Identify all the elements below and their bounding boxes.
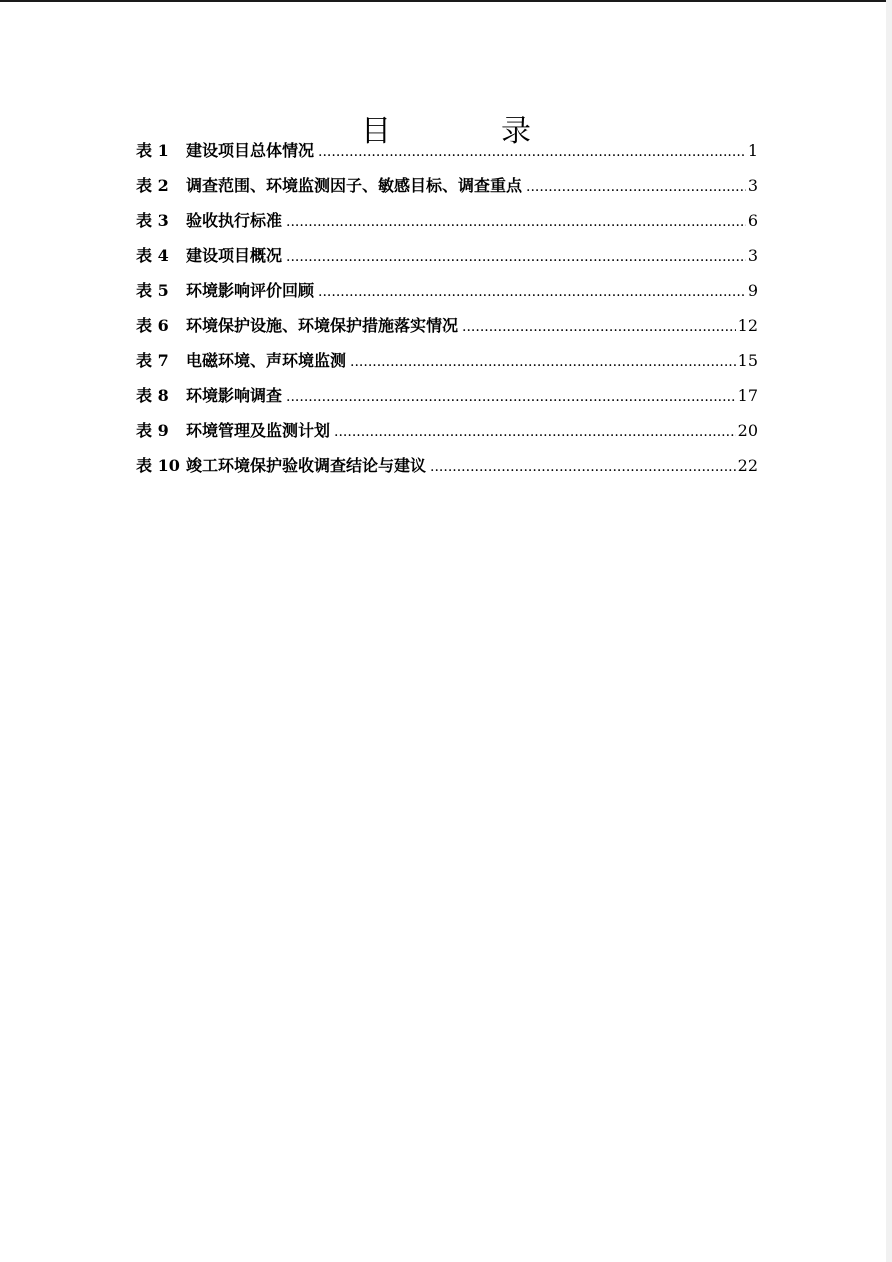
toc-entry-label: 表 1: [136, 141, 169, 160]
toc-leader-dots: [318, 137, 746, 167]
toc-entry-page: 3: [747, 176, 758, 195]
toc-leader-dots: [286, 382, 736, 412]
toc-entry-page: 17: [737, 386, 758, 405]
toc-entry-label: 表 6: [136, 316, 169, 335]
toc-entry-label: 表 10: [136, 456, 180, 475]
page-right-margin: [886, 0, 892, 1262]
toc-entry-label: 表 9: [136, 421, 169, 440]
toc-entry-page: 20: [737, 421, 758, 440]
toc-entry-page: 15: [737, 351, 758, 370]
toc-entry[interactable]: [136, 346, 758, 381]
toc-entry-label: 表 4: [136, 246, 169, 265]
toc-entry[interactable]: [136, 206, 758, 241]
toc-entry-page: 22: [737, 456, 758, 475]
toc-entry[interactable]: [136, 171, 758, 206]
toc-entry-page: 6: [747, 211, 758, 230]
toc-entry-label: 表 2: [136, 176, 169, 195]
toc-entry-text: 环境影响调查: [186, 386, 283, 405]
toc-entry-text: 建设项目概况: [186, 246, 283, 265]
toc-entry-label: 表 3: [136, 211, 169, 230]
toc-leader-dots: [430, 452, 736, 482]
toc-entry-text: 环境影响评价回顾: [186, 281, 315, 300]
toc-entry-text: 验收执行标准: [186, 211, 283, 230]
toc-entry[interactable]: [136, 276, 758, 311]
toc-entry[interactable]: [136, 451, 758, 486]
toc-leader-dots: [286, 242, 746, 272]
toc-entry-page: 1: [747, 141, 758, 160]
toc-leader-dots: [462, 312, 736, 342]
page-title: 目 录: [361, 114, 571, 150]
toc-entry-label: 表 8: [136, 386, 169, 405]
toc-entry[interactable]: [136, 136, 758, 171]
page-top-border: [0, 0, 892, 2]
table-of-contents: [136, 136, 758, 486]
toc-entry-page: 12: [737, 316, 758, 335]
toc-leader-dots: [350, 347, 736, 377]
toc-entry-text: 建设项目总体情况: [186, 141, 315, 160]
toc-entry[interactable]: [136, 381, 758, 416]
toc-entry[interactable]: [136, 241, 758, 276]
toc-entry-text: 竣工环境保护验收调查结论与建议: [186, 456, 427, 475]
toc-entry-label: 表 7: [136, 351, 169, 370]
toc-entry-page: 3: [747, 246, 758, 265]
toc-leader-dots: [526, 172, 746, 202]
toc-leader-dots: [334, 417, 736, 447]
toc-entry[interactable]: [136, 311, 758, 346]
toc-entry-text: 环境管理及监测计划: [186, 421, 331, 440]
toc-leader-dots: [286, 207, 746, 237]
toc-entry[interactable]: [136, 416, 758, 451]
toc-entry-text: 调查范围、环境监测因子、敏感目标、调查重点: [186, 176, 523, 195]
toc-leader-dots: [318, 277, 746, 307]
toc-entry-text: 环境保护设施、环境保护措施落实情况: [186, 316, 459, 335]
toc-entry-page: 9: [747, 281, 758, 300]
toc-entry-text: 电磁环境、声环境监测: [186, 351, 347, 370]
toc-entry-label: 表 5: [136, 281, 169, 300]
